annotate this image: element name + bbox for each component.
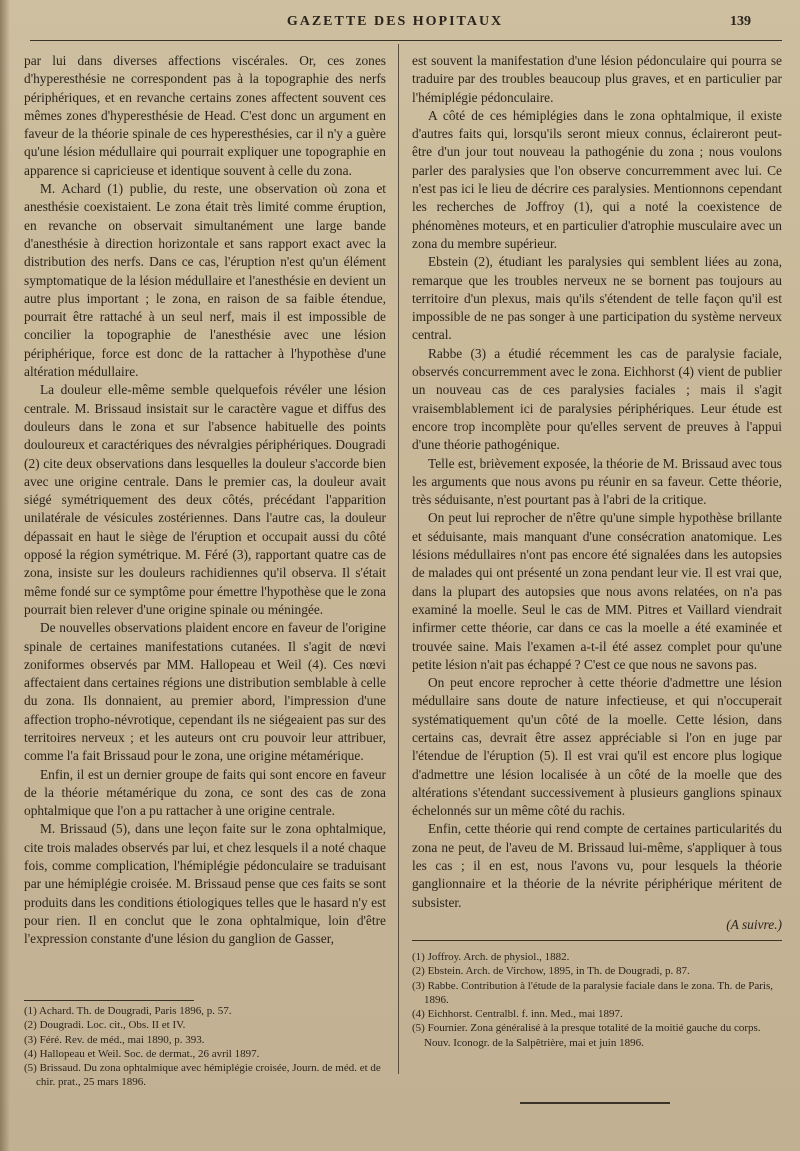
paragraph: par lui dans diverses affections viscérales. Or, ces zones d'hyperesthésie ne correspondent pas à la topographie des nerfs périphériques, et en revanche certains zones affectent souvent ces mêmes zones d'hyperesthésie de Head. C'est donc un argument en faveur de la théorie spinale de ces hyperesthésies, car il n'y a guère qu'une lésion médullaire qui pourrait expliquer une topographie en apparence si capricieuse et identique souvent à celle du zona. <box>24 53 386 178</box>
footnote-rule-left <box>24 1000 194 1001</box>
column-divider <box>398 44 399 1074</box>
right-footnotes <box>412 950 782 1050</box>
paragraph: Ebstein (2), étudiant les paralysies qui semblent liées au zona, remarque que les troubles nerveux ne se bornent pas toujours au territoire d'un plexus, mais qu'ils s'étendent de telle façon qu'il est impossible de ne pas songer à une participation du système nerveux central. <box>412 254 782 343</box>
footnote: (4) Hallopeau et Weil. Soc. de dermat., 26 avril 1897. <box>24 1047 260 1060</box>
footnote: (5) Fournier. Zona généralisé à la presque totalité de la moitié gauche du corps. Nouv. Iconogr. de la Salpêtrière, mai et juin 1896. <box>412 1022 761 1049</box>
footnote-rule-right <box>412 940 782 941</box>
footnote: (2) Ebstein. Arch. de Virchow, 1895, in Th. de Dougradi, p. 87. <box>412 965 690 978</box>
paragraph: Telle est, brièvement exposée, la théorie de M. Brissaud avec tous les arguments que nous avons pu réunir en sa faveur. Cette théorie, très séduisante, n'est pourtant pas à l'abri de la critique. <box>412 455 782 508</box>
left-footnotes <box>24 1004 386 1090</box>
paragraph: De nouvelles observations plaident encore en faveur de l'origine spinale de certaines manifestations cutanées. Il s'agit de nœvi zoniformes observés par MM. Hallopeau et Weil (4). Ces nœvi affectaient dans certaines régions une distribution semblable à celle du zona. Ils donnaient, au premier abord, l'impression d'une affection tropho-névrotique, cependant ils ne siégeaient pas sur des territoires nerveux ; et les auteurs ont cru pouvoir leur attribuer, comme l'a fait Brissaud pour le zona, une origine métamérique. <box>24 620 386 764</box>
footnote: (3) Féré. Rev. de méd., mai 1890, p. 393. <box>24 1033 205 1046</box>
paragraph: Enfin, il est un dernier groupe de faits qui sont encore en faveur de la théorie métamérique du zona, ce sont des cas de zona ophtalmique que l'on a pu rattacher à une origine centrale. <box>24 766 386 819</box>
page-binding-shadow <box>0 0 10 1151</box>
running-header <box>0 14 800 34</box>
footnote: (2) Dougradi. Loc. cit., Obs. II et IV. <box>24 1019 186 1032</box>
right-column <box>412 52 782 934</box>
closing-ornament-rule <box>520 1102 670 1104</box>
paragraph: La douleur elle-même semble quelquefois révéler une lésion centrale. M. Brissaud insistait sur le caractère vague et diffus des douleurs dans le zona et sur l'absence habituelle des points douloureux et caractériques des névralgies périphériques. Dougradi (2) cite deux observations dans lesquelles la douleur s'accorde bien avec une origine centrale. Dans le premier cas, la douleur avait siégé symétriquement des deux côtés, précédant l'apparition unilatérale de vésicules zostériennes. Dans l'autre cas, la douleur dépassait en haut le siège de l'éruption et occupait aussi du côté opposé la région symétrique. M. Féré (3), rapportant quatre cas de zona, insiste sur les douleurs rachidiennes qu'il observa. Il s'était même fondé sur ce symptôme pour émettre l'hypothèse que le zona pourrait bien relever d'une origine spinale ou méningée. <box>24 382 386 617</box>
paragraph: On peut lui reprocher de n'être qu'une simple hypothèse brillante et séduisante, mais manquant d'une consécration anatomique. Les lésions médullaires n'ont pas encore été signalées dans les autopsies de malades qui ont présenté un zona pendant leur vie. Il est vrai que, dans la plupart des autopsies que nous avons relatées, on n'a pas examiné la moelle. Seul le cas de MM. Pitres et Vaillard viendrait infirmer cette théorie, car dans ce cas la moelle a été examinée et trouvée saine. Mais l'examen a-t-il été assez complet pour qu'une petite lésion n'ait pas échappé ? C'est ce que nous ne savons pas. <box>412 510 782 672</box>
page-number: 139 <box>730 14 751 29</box>
footnote: (4) Eichhorst. Centralbl. f. inn. Med., mai 1897. <box>412 1008 623 1021</box>
paragraph: M. Brissaud (5), dans une leçon faite sur le zona ophtalmique, cite trois malades observés par lui, et chez lesquels il a noté chaque fois, comme complication, l'hémiplégie pédonculaire se traduisant par une hémiplégie croisée. M. Brissaud pense que ces faits se sont produits dans les conditions étiologiques telles que le hasard n'y est pour rien. Il en conclut que le zona ophtalmique, loin d'être l'expression constante d'une lésion du ganglion de Gasser, <box>24 821 386 947</box>
footnote: (1) Achard. Th. de Dougradi, Paris 1896, p. 57. <box>24 1005 232 1017</box>
left-column <box>24 52 386 949</box>
footnote: (1) Joffroy. Arch. de physiol., 1882. <box>412 951 570 963</box>
footnote: (5) Brissaud. Du zona ophtalmique avec hémiplégie croisée, Journ. de méd. et de chir. prat., 25 mars 1896. <box>24 1062 381 1089</box>
paragraph: Rabbe (3) a étudié récemment les cas de paralysie faciale, observés concurremment avec le zona. Eichhorst (4) vient de publier un nouveau cas de ces paralysies faciales ; mais il s'agit vraisemblablement ici de paralysies périphériques. Leur étude est encore trop incomplète pour qu'elles servent de preuves à l'appui d'une théorie pathogénique. <box>412 345 782 453</box>
paragraph: est souvent la manifestation d'une lésion pédonculaire qui pourra se traduire par des troubles beaucoup plus graves, et en particulier par l'hémiplégie pédonculaire. <box>412 53 782 105</box>
footnote: (3) Rabbe. Contribution à l'étude de la paralysie faciale dans le zona. Th. de Paris, 1896. <box>412 979 773 1006</box>
to-be-continued: (A suivre.) <box>726 916 782 932</box>
paragraph: Enfin, cette théorie qui rend compte de certaines particularités du zona ne peut, de l'aveu de M. Brissaud lui-même, s'appliquer à tous les cas ; il en est, nous l'avons vu, pour lesquels la théorie ganglionnaire et la théorie de la névrite périphérique méritent de subsister. <box>412 821 782 910</box>
paragraph: On peut encore reprocher à cette théorie d'admettre une lésion médullaire sans doute de nature infectieuse, et qui n'occuperait systématiquement qu'un côté de la moelle. Cette lésion, dans certains cas, devrait être assez appréciable si l'on en juge par l'étendue de l'éruption (5). Il est vrai qu'il est encore plus logique d'admettre une lésion localisée à un côté de la moelle que des altérations s'étendant successivement à plusieurs ganglions spinaux échelonnés sur un même côté du rachis. <box>412 675 782 819</box>
header-rule <box>30 40 782 41</box>
journal-title: GAZETTE DES HOPITAUX <box>286 14 504 29</box>
paragraph: M. Achard (1) publie, du reste, une observation où zona et anesthésie coexistaient. Le zona était très limité comme éruption, en revanche on observait simultanément une large bande d'anesthésie à direction horizontale et sans rapport exact avec la distribution des nerfs. Dans ce cas, l'éruption n'est qu'un élément symptomatique de la lésion médullaire et l'anesthésie en devient un autre plus important ; le zona, en raison de sa faible étendue, pourrait être rattaché à un seul nerf, mais il est impossible de concilier la topographie de l'anesthésie avec une lésion périphérique, force est donc de la rattacher à l'hypothèse d'une altération médullaire. <box>24 181 386 380</box>
paragraph: A côté de ces hémiplégies dans le zona ophtalmique, il existe d'autres faits qui, lorsqu'ils seront mieux connus, éclaireront peut-être d'un jour tout nouveau la pathogénie du zona ; nous voulons parler des paralysies que l'on observe concurremment avec lui. Ce n'est pas ici le lieu de décrire ces paralysies. Mentionnons cependant les recherches de Joffroy (1), qui a noté la coexistence de phénomènes moteurs, et en particulier d'atrophie musculaire avec un zona du membre supérieur. <box>412 107 782 251</box>
